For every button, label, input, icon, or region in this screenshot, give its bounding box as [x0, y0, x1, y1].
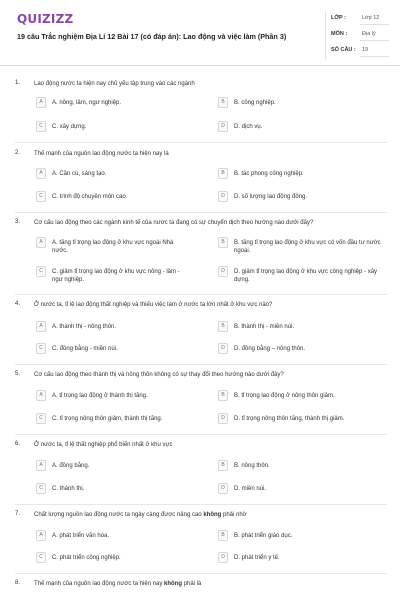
option-text: B. tác phong công nghiệp.: [234, 171, 304, 177]
option-text: D. tỉ trọng nông thôn tăng, thành thị giảm.: [234, 416, 345, 422]
option-text: D. giảm tỉ trọng lao động ở khu vực công nghiệp - xây dựng.: [234, 269, 378, 283]
question-text: [34, 511, 374, 519]
question-text: Ở nước ta, tỉ lệ lao động thất nghiệp và thiếu việc làm ở nước ta lớn nhất ở khu vực nào?: [34, 302, 273, 308]
option-letter: C: [36, 121, 46, 132]
divider: [15, 364, 387, 365]
question-text-part: phải nhờ: [221, 512, 247, 518]
option-b[interactable]: [218, 236, 383, 258]
divider: [15, 434, 387, 435]
question-text-part: phải là: [182, 581, 202, 587]
question-number: 4.: [15, 301, 21, 307]
option-letter: B: [218, 168, 228, 179]
option-letter: D: [218, 266, 228, 277]
question-number: 7.: [15, 511, 21, 517]
info-label: SỐ CÂU :: [331, 47, 356, 53]
question-text-emphasis: không: [203, 512, 222, 518]
divider: [15, 212, 387, 213]
info-label: MÔN :: [331, 31, 348, 37]
info-row-count: [331, 43, 389, 57]
info-row-class: [331, 11, 389, 25]
question-text: Cơ cấu lao động theo các ngành kinh tế của nước ta đang có sự chuyển dịch theo hướng nào dưới đây?: [34, 220, 314, 226]
question-number: 1.: [15, 80, 21, 86]
option-b[interactable]: [218, 529, 383, 543]
option-text: A. tỉ trọng lao động ở thành thị tăng.: [52, 393, 148, 399]
option-d[interactable]: [218, 190, 383, 204]
question-number: 3.: [15, 219, 21, 225]
option-letter: C: [36, 413, 46, 424]
info-value: Lớp 12: [362, 15, 380, 21]
option-a[interactable]: [36, 459, 186, 473]
option-text: C. giảm tỉ trọng lao động ở khu vực nông - lâm - ngư nghiệp.: [52, 269, 180, 283]
option-letter: A: [36, 321, 46, 332]
option-text: D. miền núi.: [234, 486, 267, 492]
option-text: D. đồng bằng – nông thôn.: [234, 346, 306, 352]
option-letter: A: [36, 237, 46, 248]
option-c[interactable]: [36, 412, 186, 426]
page-title: 19 câu Trắc nghiệm Địa Lí 12 Bài 17 (có đáp án): Lao động và việc làm (Phần 3): [17, 32, 287, 41]
option-letter: D: [218, 191, 228, 202]
info-label: LỚP :: [331, 15, 346, 21]
question-number: 8.: [15, 580, 21, 586]
option-letter: D: [218, 552, 228, 563]
question-text: Thế mạnh của nguồn lao động nước ta hiện nay là: [34, 151, 169, 157]
option-text: B. thành thị - miền núi.: [234, 324, 295, 330]
option-text: A. Cần cù, sáng tạo.: [52, 171, 107, 177]
info-value: 19: [362, 47, 369, 53]
question-text: Ở nước ta, tỉ lệ thất nghiệp phổ biến nhất ở khu vực: [34, 442, 173, 448]
divider: [360, 56, 389, 57]
quizizz-logo: QUIZIZZ: [17, 12, 74, 26]
option-text: B. phát triển giáo dục.: [234, 533, 293, 539]
option-a[interactable]: [36, 96, 186, 110]
option-text: A. đồng bằng.: [52, 463, 90, 469]
option-letter: B: [218, 460, 228, 471]
question-text: Lao động nước ta hiện nay chủ yếu tập trung vào các ngành: [34, 81, 195, 87]
option-b[interactable]: [218, 459, 383, 473]
option-b[interactable]: [218, 389, 383, 403]
divider: [15, 504, 387, 505]
option-c[interactable]: [36, 342, 186, 356]
worksheet-header: [0, 0, 400, 66]
option-text: C. thành thị.: [52, 486, 85, 492]
divider: [15, 573, 387, 574]
option-letter: A: [36, 97, 46, 108]
option-letter: B: [218, 97, 228, 108]
option-b[interactable]: [218, 167, 383, 181]
option-letter: D: [218, 121, 228, 132]
info-value: Địa lý: [362, 31, 376, 37]
option-letter: A: [36, 168, 46, 179]
option-text: C. đồng bằng - miền núi.: [52, 346, 118, 352]
question-number: 5.: [15, 371, 21, 377]
option-d[interactable]: [218, 482, 383, 496]
option-text: C. phát triển công nghiệp.: [52, 555, 121, 561]
question-text-part: Thế mạnh của nguồn lao động nước ta hiện nay: [34, 581, 165, 587]
option-letter: C: [36, 266, 46, 277]
option-text: C. tỉ trọng nông thôn giảm, thành thị tăng.: [52, 416, 163, 422]
option-letter: B: [218, 390, 228, 401]
option-text: D. dịch vụ.: [234, 124, 263, 130]
option-letter: B: [218, 237, 228, 248]
option-text: B. nông thôn.: [234, 463, 270, 469]
option-letter: B: [218, 530, 228, 541]
option-letter: C: [36, 552, 46, 563]
option-a[interactable]: [36, 236, 186, 258]
option-text: A. tăng tỉ trọng lao động ở khu vực ngoài Nhà nước.: [52, 240, 174, 254]
option-c[interactable]: [36, 120, 186, 134]
option-text: A. phát triển văn hóa.: [52, 533, 110, 539]
option-text: A. nông, lâm, ngư nghiệp.: [52, 100, 122, 106]
divider: [15, 142, 387, 143]
option-b[interactable]: [218, 96, 383, 110]
divider: [360, 24, 389, 25]
option-letter: A: [36, 390, 46, 401]
option-c[interactable]: [36, 551, 186, 565]
option-d[interactable]: [218, 342, 383, 356]
option-letter: D: [218, 483, 228, 494]
option-a[interactable]: [36, 320, 186, 334]
option-letter: C: [36, 343, 46, 354]
option-text: B. công nghiệp.: [234, 100, 276, 106]
divider: [360, 40, 389, 41]
option-letter: D: [218, 413, 228, 424]
option-letter: A: [36, 460, 46, 471]
question-text: Cơ cấu lao động theo thành thị và nông thôn không có sự thay đổi theo hướng nào dưới đây?: [34, 372, 284, 378]
option-text: B. tăng tỉ trọng lao động ở khu vực có vốn đầu tư nước ngoài.: [234, 240, 381, 254]
option-text: D. phát triển y tế.: [234, 555, 280, 561]
info-box: [325, 11, 391, 60]
question-text-emphasis: không: [164, 581, 183, 587]
option-text: B. tỉ trọng lao động ở nông thôn giảm.: [234, 393, 335, 399]
divider: [15, 294, 387, 295]
option-c[interactable]: [36, 190, 186, 204]
option-text: A. thành thị - nông thôn.: [52, 324, 117, 330]
option-letter: D: [218, 343, 228, 354]
question-text: [34, 580, 374, 588]
option-letter: C: [36, 483, 46, 494]
option-a[interactable]: [36, 167, 186, 181]
option-letter: A: [36, 530, 46, 541]
question-text-part: Chất lượng nguồn lao động nước ta ngày càng được nâng cao: [34, 512, 204, 518]
info-row-subject: [331, 27, 389, 41]
option-letter: C: [36, 191, 46, 202]
question-number: 6.: [15, 441, 21, 447]
option-c[interactable]: [36, 482, 186, 496]
option-letter: B: [218, 321, 228, 332]
option-a[interactable]: [36, 529, 186, 543]
option-a[interactable]: [36, 389, 186, 403]
option-d[interactable]: [218, 412, 383, 426]
option-c[interactable]: [36, 265, 186, 287]
option-b[interactable]: [218, 320, 383, 334]
option-text: C. xây dựng.: [52, 124, 87, 130]
option-d[interactable]: [218, 120, 383, 134]
option-d[interactable]: [218, 265, 383, 287]
question-number: 2.: [15, 150, 21, 156]
option-text: C. trình độ chuyên môn cao.: [52, 194, 128, 200]
option-d[interactable]: [218, 551, 383, 565]
option-text: D. số lượng lao động đông.: [234, 194, 307, 200]
